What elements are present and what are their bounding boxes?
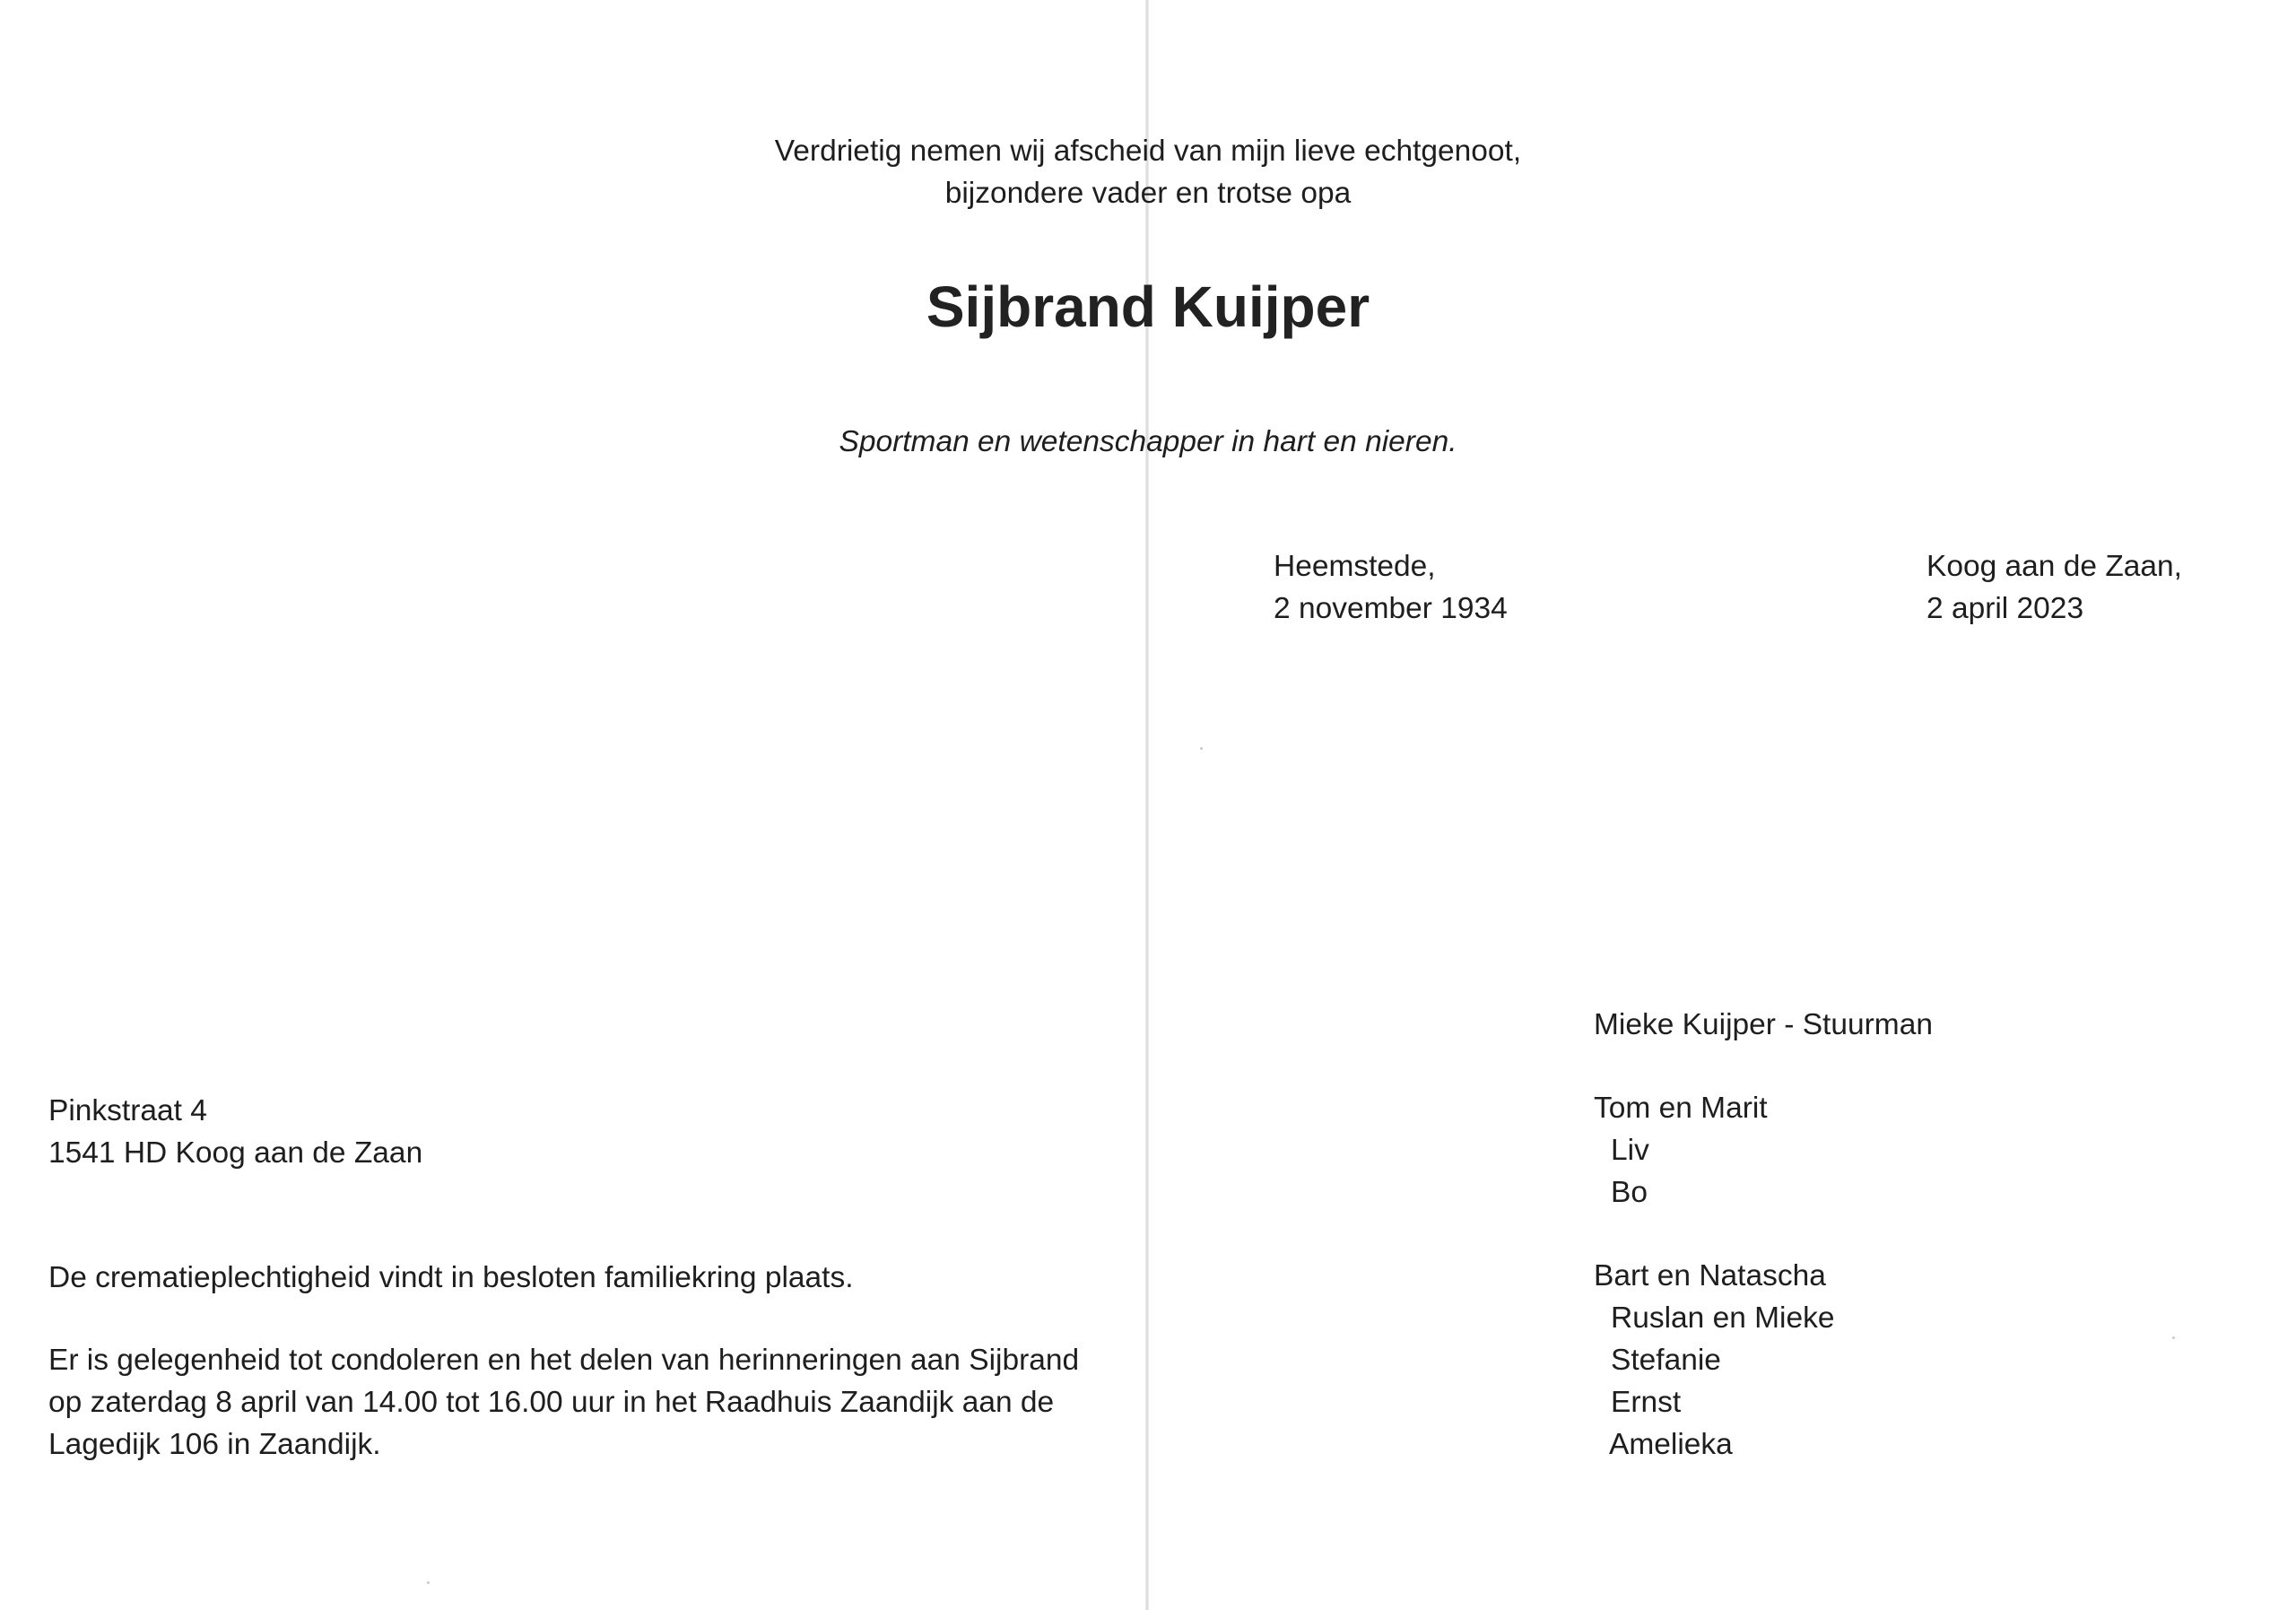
family-group-2-child: Amelieka [1609, 1428, 1733, 1461]
address-street: Pinkstraat 4 [48, 1094, 207, 1127]
condolence-line-1: Er is gelegenheid tot condoleren en het delen van herinneringen aan Sijbrand [48, 1344, 1080, 1377]
spouse-name: Mieke Kuijper - Stuurman [1594, 1008, 1933, 1041]
scan-speck [427, 1581, 430, 1584]
family-group-2-child: Stefanie [1611, 1344, 1721, 1377]
family-group-2-child: Ruslan en Mieke [1611, 1301, 1835, 1335]
family-group-2-parents: Bart en Natascha [1594, 1259, 1826, 1292]
birth-place: Heemstede, [1274, 550, 1436, 583]
right-page [1149, 0, 2296, 1610]
birth-date: 2 november 1934 [1274, 592, 1508, 625]
death-date: 2 april 2023 [1926, 592, 2084, 625]
scan-speck [1200, 747, 1203, 750]
opening-line-2: bijzondere vader en trotse opa [944, 177, 1352, 210]
condolence-line-3: Lagedijk 106 in Zaandijk. [48, 1428, 381, 1461]
family-group-1-parents: Tom en Marit [1594, 1092, 1768, 1125]
family-group-1-child: Liv [1611, 1134, 1649, 1167]
motto: Sportman en wetenschapper in hart en nieren. [839, 425, 1457, 458]
deceased-name: Sijbrand Kuijper [926, 274, 1370, 339]
family-group-1-child: Bo [1611, 1176, 1648, 1209]
address-city: 1541 HD Koog aan de Zaan [48, 1136, 423, 1170]
opening-line-1: Verdrietig nemen wij afscheid van mijn lieve echtgenoot, [774, 135, 1522, 168]
condolence-line-2: op zaterdag 8 april van 14.00 tot 16.00 uur in het Raadhuis Zaandijk aan de [48, 1386, 1055, 1419]
family-group-2-child: Ernst [1611, 1386, 1682, 1419]
death-place: Koog aan de Zaan, [1926, 550, 2182, 583]
scan-speck [2172, 1336, 2175, 1339]
ceremony-note: De crematieplechtigheid vindt in besloten familiekring plaats. [48, 1261, 854, 1294]
page-fold [1145, 0, 1149, 1610]
